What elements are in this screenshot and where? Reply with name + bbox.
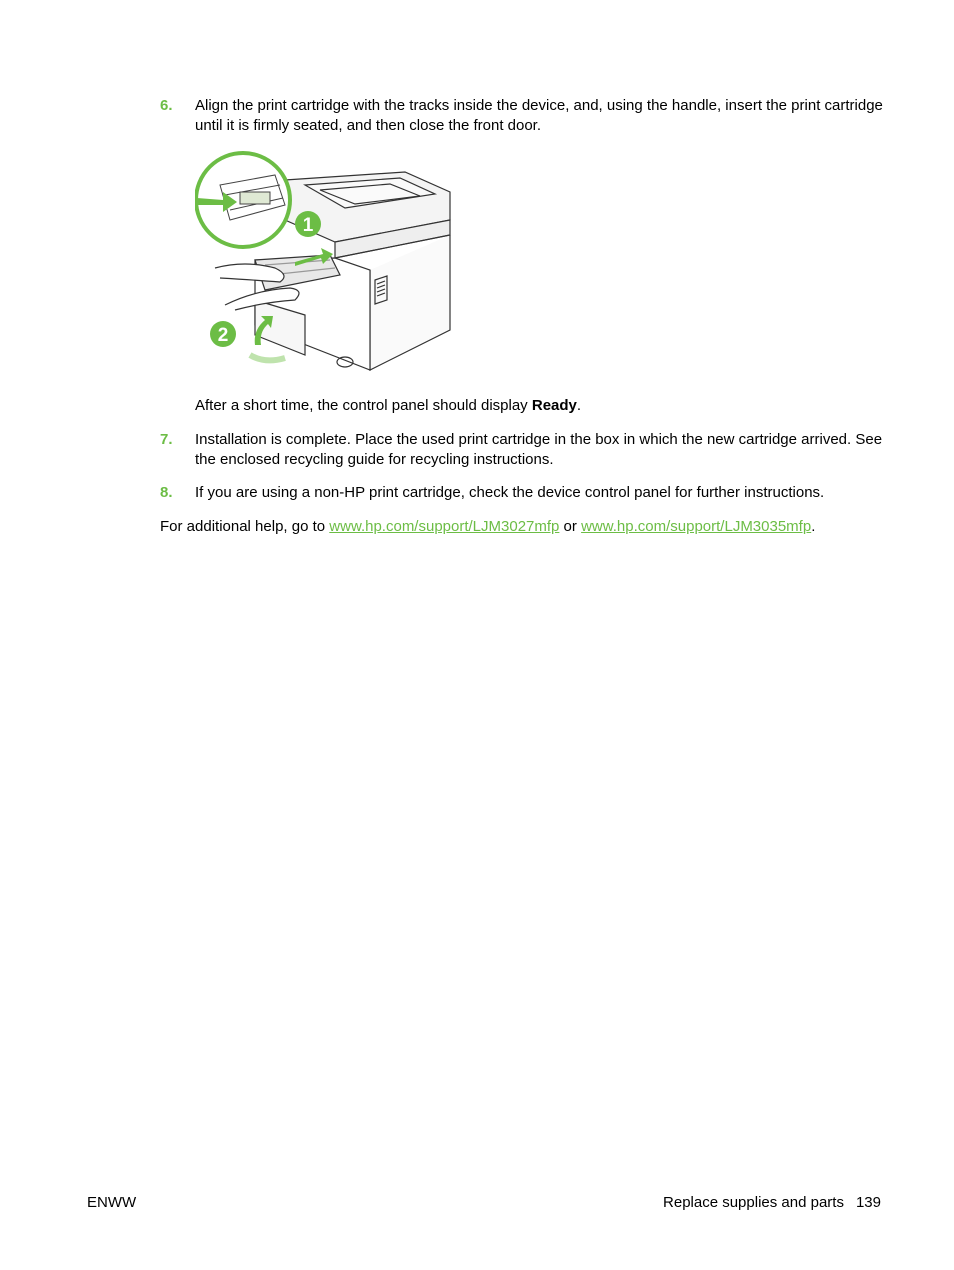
step-text: Align the print cartridge with the tracks inside the device, and, using the handle, insert the print cartridge until it is firmly seated, and then close the front door.	[195, 97, 883, 134]
after-note	[195, 396, 885, 416]
step-text: Installation is complete. Place the used print cartridge in the box in which the new cartridge arrived. See the enclosed recycling guide for recycling instructions.	[195, 431, 883, 468]
after-note-text: After a short time, the control panel should display	[195, 397, 532, 414]
support-link-3035[interactable]: www.hp.com/support/LJM3035mfp	[581, 518, 812, 535]
support-link-3027[interactable]: www.hp.com/support/LJM3027mfp	[329, 518, 560, 535]
page-number: 139	[855, 1194, 881, 1211]
help-prefix: For additional help, go to	[160, 518, 330, 535]
callout-1: 1	[302, 215, 314, 236]
printer-cartridge-illustration	[195, 150, 460, 378]
help-paragraph	[160, 517, 900, 537]
step-number: 7.	[160, 431, 173, 448]
footer-section-title: Replace supplies and parts	[663, 1194, 844, 1211]
help-suffix: .	[811, 518, 816, 535]
step-number: 6.	[160, 97, 173, 114]
footer-right	[663, 1193, 881, 1213]
callout-2: 2	[217, 325, 229, 346]
step-number: 8.	[160, 484, 173, 501]
help-middle: or	[559, 518, 582, 535]
ready-label: Ready	[531, 397, 577, 414]
step-text: If you are using a non-HP print cartridge, check the device control panel for further instructions.	[195, 484, 825, 501]
footer-left: ENWW	[87, 1194, 137, 1211]
after-note-suffix: .	[576, 397, 582, 414]
